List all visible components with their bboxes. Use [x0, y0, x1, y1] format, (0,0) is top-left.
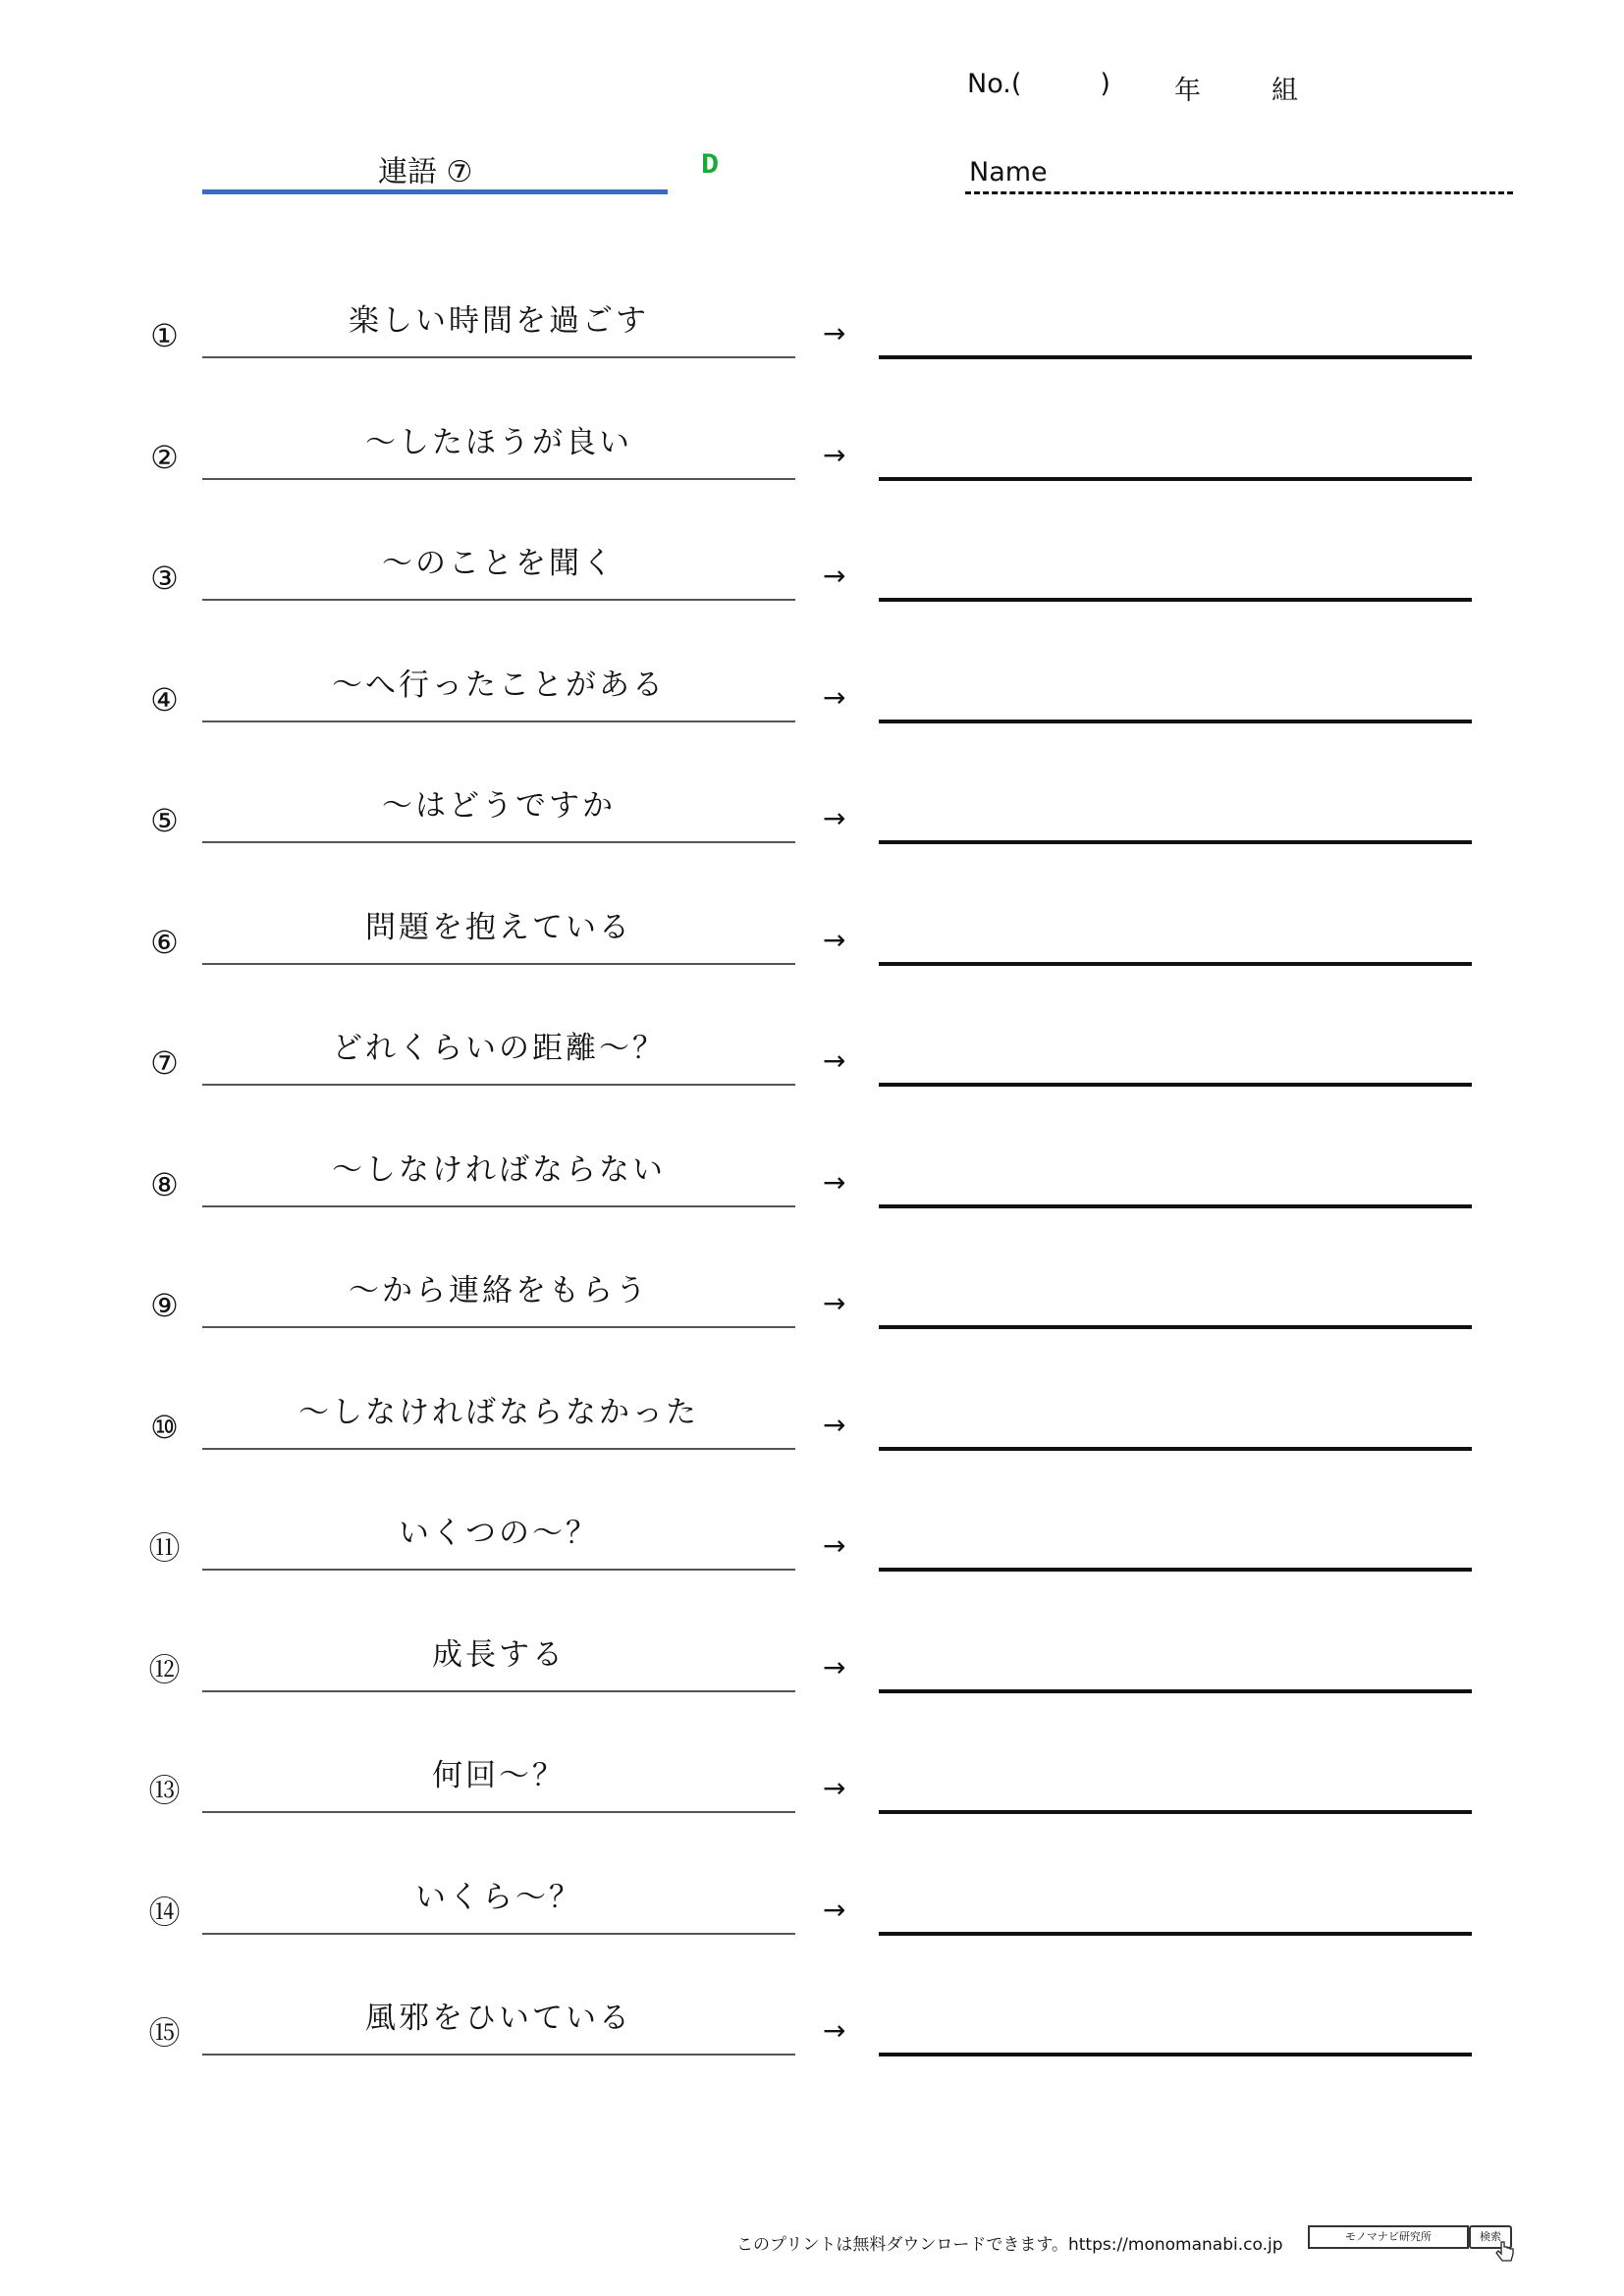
arrow-icon: →	[823, 1044, 846, 1077]
question-row	[0, 1453, 1624, 1575]
arrow-icon: →	[823, 317, 846, 349]
number-field	[967, 69, 1110, 99]
answer-line[interactable]	[879, 1447, 1472, 1451]
question-text: 問題を抱えている	[365, 909, 632, 945]
question-row	[0, 1817, 1624, 1939]
answer-line[interactable]	[879, 962, 1472, 966]
hand-cursor-icon	[1494, 2240, 1516, 2266]
answer-line[interactable]	[879, 840, 1472, 844]
arrow-icon: →	[823, 560, 846, 592]
question-number: ③	[150, 560, 178, 597]
arrow-icon: →	[823, 1287, 846, 1319]
question-row	[0, 1938, 1624, 2059]
question-underline	[202, 1569, 795, 1571]
answer-line[interactable]	[879, 355, 1472, 359]
question-text: 成長する	[432, 1636, 566, 1673]
title-underline	[202, 189, 668, 194]
question-row	[0, 483, 1624, 605]
question-row	[0, 1210, 1624, 1332]
question-row	[0, 240, 1624, 362]
search-button[interactable]: 検索	[1469, 2225, 1512, 2249]
question-underline	[202, 1084, 795, 1086]
question-text: 楽しい時間を過ごす	[349, 303, 649, 339]
answer-line[interactable]	[879, 477, 1472, 481]
question-number: ⑭	[148, 1893, 180, 1931]
answer-line[interactable]	[879, 1204, 1472, 1208]
question-text: ～から連絡をもらう	[349, 1273, 649, 1308]
arrow-icon: →	[823, 923, 846, 956]
question-row	[0, 1575, 1624, 1696]
answer-line[interactable]	[879, 598, 1472, 602]
question-text: いくつの～？	[399, 1516, 599, 1551]
class-label: 組	[1272, 76, 1298, 106]
question-number: ⑬	[148, 1772, 180, 1809]
question-row	[0, 847, 1624, 969]
question-row	[0, 605, 1624, 726]
question-underline	[202, 1205, 795, 1207]
answer-line[interactable]	[879, 1083, 1472, 1087]
question-number: ⑧	[150, 1165, 178, 1203]
arrow-icon: →	[823, 1165, 846, 1199]
question-text: ～のことを聞く	[382, 546, 616, 581]
question-number: ⑪	[148, 1529, 180, 1567]
arrow-icon: →	[823, 1772, 846, 1804]
search-box[interactable]: モノマナビ研究所	[1308, 2225, 1469, 2249]
question-row	[0, 1332, 1624, 1454]
name-label: Name	[969, 157, 1048, 187]
question-row	[0, 1090, 1624, 1211]
question-text: ～しなければならなかった	[298, 1394, 699, 1430]
page-title: 連語 ⑦	[378, 155, 473, 189]
question-number: ②	[150, 438, 178, 476]
question-text: ～へ行ったことがある	[332, 667, 666, 703]
arrow-icon: →	[823, 1529, 846, 1562]
footer-text: このプリントは無料ダウンロードできます。https://monomanabi.co.jp	[736, 2235, 1283, 2255]
question-underline	[202, 1933, 795, 1935]
question-number: ①	[150, 317, 178, 354]
question-underline	[202, 599, 795, 601]
question-underline	[202, 1690, 795, 1692]
grade-label: 年	[1174, 76, 1201, 106]
question-row	[0, 362, 1624, 484]
answer-line[interactable]	[879, 2053, 1472, 2056]
answer-line[interactable]	[879, 1689, 1472, 1693]
question-row	[0, 1695, 1624, 1817]
question-underline	[202, 1326, 795, 1328]
question-number: ⑩	[150, 1408, 178, 1446]
number-close: )	[1100, 69, 1110, 99]
answer-line[interactable]	[879, 1568, 1472, 1572]
arrow-icon: →	[823, 438, 846, 471]
question-number: ⑫	[148, 1650, 180, 1688]
arrow-icon: →	[823, 1893, 846, 1926]
question-text: ～したほうが良い	[365, 424, 632, 460]
question-underline	[202, 478, 795, 480]
question-number: ⑥	[150, 923, 178, 961]
question-underline	[202, 356, 795, 358]
question-number: ⑮	[148, 2014, 180, 2052]
question-text: いくら～？	[415, 1879, 582, 1915]
arrow-icon: →	[823, 802, 846, 834]
number-label: No.(	[967, 69, 1022, 99]
question-text: ～はどうですか	[382, 788, 616, 824]
question-text: どれくらいの距離～？	[332, 1031, 666, 1066]
question-number: ⑤	[150, 802, 178, 839]
question-underline	[202, 1448, 795, 1450]
level-badge: D	[701, 149, 720, 183]
arrow-icon: →	[823, 1650, 846, 1683]
question-underline	[202, 1811, 795, 1813]
question-text: 風邪をひいている	[365, 2001, 632, 2036]
question-row	[0, 725, 1624, 847]
question-number: ⑦	[150, 1044, 178, 1082]
question-text: 何回～？	[432, 1758, 566, 1793]
arrow-icon: →	[823, 2014, 846, 2047]
arrow-icon: →	[823, 680, 846, 714]
question-row	[0, 968, 1624, 1090]
question-number: ⑨	[150, 1287, 178, 1324]
arrow-icon: →	[823, 1408, 846, 1441]
question-number: ④	[150, 680, 178, 719]
question-text: ～しなければならない	[332, 1151, 666, 1188]
name-line	[965, 191, 1513, 194]
answer-line[interactable]	[879, 1810, 1472, 1814]
answer-line[interactable]	[879, 1932, 1472, 1936]
question-underline	[202, 841, 795, 843]
answer-line[interactable]	[879, 1325, 1472, 1329]
question-underline	[202, 963, 795, 965]
question-underline	[202, 2054, 795, 2056]
answer-line[interactable]	[879, 720, 1472, 723]
question-underline	[202, 721, 795, 722]
